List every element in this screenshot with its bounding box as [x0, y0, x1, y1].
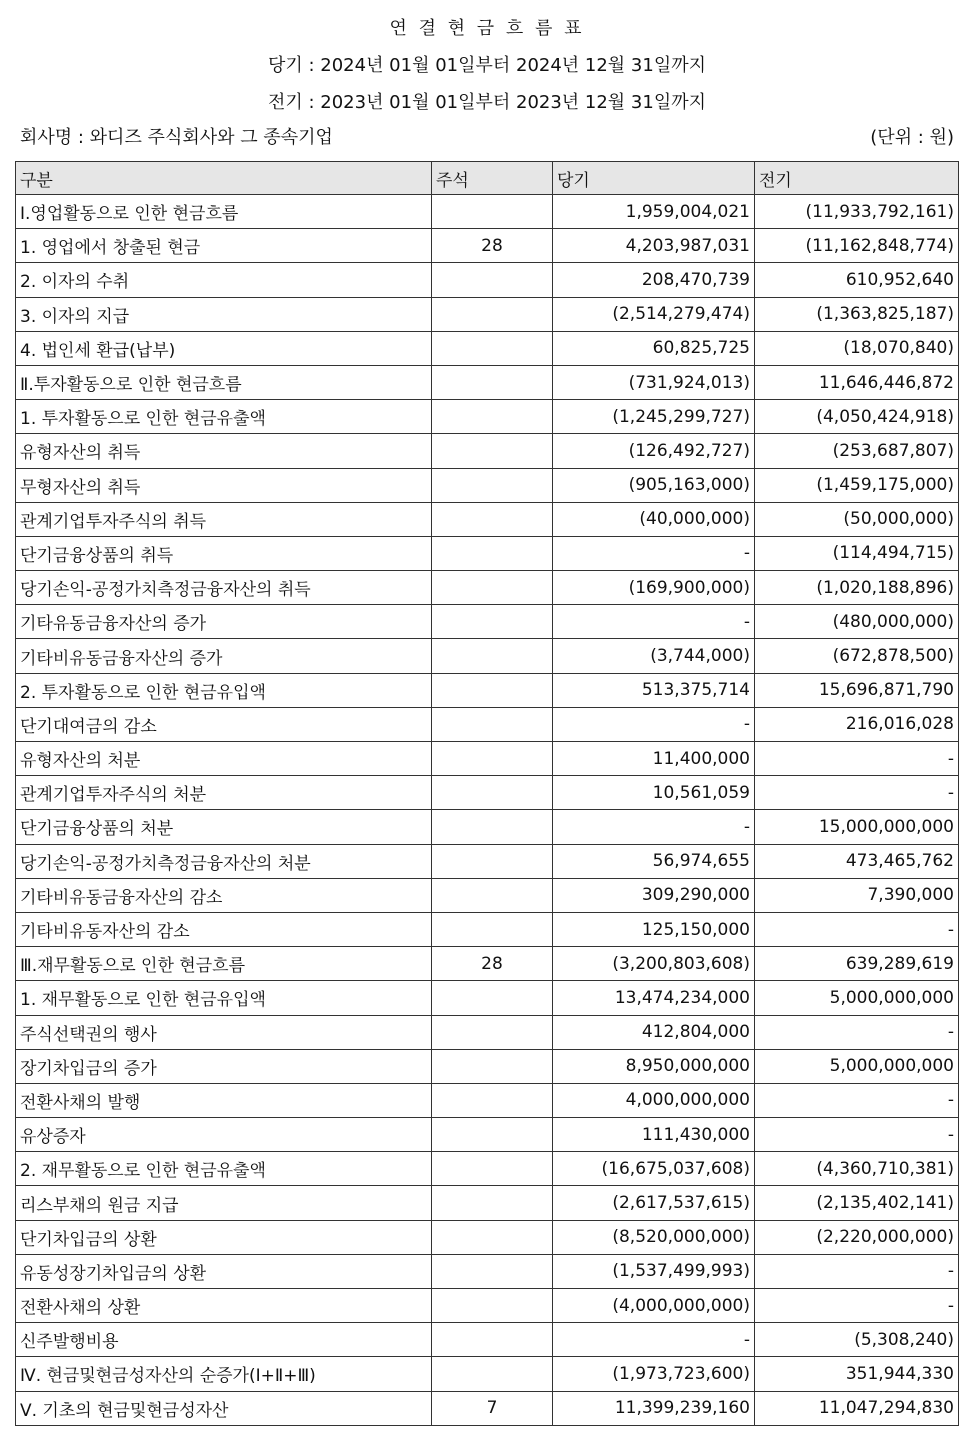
- row-prior-value: (253,687,807): [755, 434, 959, 468]
- row-note: [432, 1254, 553, 1288]
- row-prior-value: -: [755, 1254, 959, 1288]
- table-row: [16, 639, 959, 673]
- table-row: [16, 571, 959, 605]
- row-label: 1. 영업에서 창출된 현금: [16, 229, 432, 263]
- table-row: [16, 1391, 959, 1425]
- table-row: [16, 1289, 959, 1323]
- company-name: 회사명 : 와디즈 주식회사와 그 종속기업: [20, 127, 333, 148]
- row-note: [432, 571, 553, 605]
- row-label: 유형자산의 처분: [16, 742, 432, 776]
- table-row: [16, 365, 959, 399]
- cash-flow-table: [15, 161, 959, 1426]
- row-label: 당기손익-공정가치측정금융자산의 취득: [16, 571, 432, 605]
- row-label: 유동성장기차입금의 상환: [16, 1254, 432, 1288]
- row-note: [432, 742, 553, 776]
- row-current-value: 412,804,000: [553, 1015, 755, 1049]
- row-label: 관계기업투자주식의 취득: [16, 502, 432, 536]
- row-note: [432, 468, 553, 502]
- row-label: 신주발행비용: [16, 1323, 432, 1357]
- table-row: [16, 502, 959, 536]
- row-note: [432, 502, 553, 536]
- row-note: [432, 331, 553, 365]
- row-current-value: 11,400,000: [553, 742, 755, 776]
- current-period: 당기 : 2024년 01월 01일부터 2024년 12월 31일까지: [267, 55, 706, 76]
- row-note: [432, 707, 553, 741]
- row-note: [432, 400, 553, 434]
- row-prior-value: 473,465,762: [755, 844, 959, 878]
- row-current-value: 60,825,725: [553, 331, 755, 365]
- row-prior-value: -: [755, 742, 959, 776]
- row-prior-value: (18,070,840): [755, 331, 959, 365]
- table-row: [16, 1186, 959, 1220]
- table-row: [16, 263, 959, 297]
- row-current-value: (731,924,013): [553, 365, 755, 399]
- row-note: [432, 195, 553, 229]
- row-note: [432, 263, 553, 297]
- row-label: 유상증자: [16, 1118, 432, 1152]
- row-label: 기타비유동금융자산의 증가: [16, 639, 432, 673]
- row-current-value: (3,200,803,608): [553, 947, 755, 981]
- row-current-value: 4,000,000,000: [553, 1083, 755, 1117]
- row-note: [432, 776, 553, 810]
- table-row: [16, 1152, 959, 1186]
- table-row: [16, 1254, 959, 1288]
- row-prior-value: -: [755, 1118, 959, 1152]
- row-prior-value: -: [755, 1083, 959, 1117]
- row-prior-value: 15,000,000,000: [755, 810, 959, 844]
- table-row: [16, 912, 959, 946]
- row-note: [432, 912, 553, 946]
- row-prior-value: (1,459,175,000): [755, 468, 959, 502]
- row-label: 1. 투자활동으로 인한 현금유출액: [16, 400, 432, 434]
- row-label: 단기대여금의 감소: [16, 707, 432, 741]
- row-prior-value: 5,000,000,000: [755, 1049, 959, 1083]
- table-row: [16, 1015, 959, 1049]
- row-label: Ⅰ.영업활동으로 인한 현금흐름: [16, 195, 432, 229]
- table-row: [16, 1083, 959, 1117]
- row-note: [432, 434, 553, 468]
- table-row: [16, 878, 959, 912]
- row-prior-value: (4,360,710,381): [755, 1152, 959, 1186]
- row-label: 당기손익-공정가치측정금융자산의 처분: [16, 844, 432, 878]
- row-prior-value: 15,696,871,790: [755, 673, 959, 707]
- row-current-value: 13,474,234,000: [553, 981, 755, 1015]
- row-note: [432, 1289, 553, 1323]
- row-prior-value: (480,000,000): [755, 605, 959, 639]
- row-prior-value: -: [755, 776, 959, 810]
- row-current-value: (16,675,037,608): [553, 1152, 755, 1186]
- row-prior-value: (2,220,000,000): [755, 1220, 959, 1254]
- row-label: 전환사채의 발행: [16, 1083, 432, 1117]
- row-label: 전환사채의 상환: [16, 1289, 432, 1323]
- row-label: 2. 재무활동으로 인한 현금유출액: [16, 1152, 432, 1186]
- row-prior-value: (11,162,848,774): [755, 229, 959, 263]
- table-row: [16, 468, 959, 502]
- row-current-value: -: [553, 605, 755, 639]
- row-prior-value: (672,878,500): [755, 639, 959, 673]
- row-current-value: 56,974,655: [553, 844, 755, 878]
- row-note: [432, 1015, 553, 1049]
- row-note: [432, 1186, 553, 1220]
- table-row: [16, 1357, 959, 1391]
- table-row: [16, 673, 959, 707]
- row-note: [432, 536, 553, 570]
- row-label: Ⅳ. 현금및현금성자산의 순증가(Ⅰ+Ⅱ+Ⅲ): [16, 1357, 432, 1391]
- row-prior-value: 610,952,640: [755, 263, 959, 297]
- row-note: [432, 1323, 553, 1357]
- row-current-value: -: [553, 810, 755, 844]
- table-row: [16, 297, 959, 331]
- table-row: [16, 331, 959, 365]
- table-row: [16, 605, 959, 639]
- row-current-value: (4,000,000,000): [553, 1289, 755, 1323]
- row-current-value: 10,561,059: [553, 776, 755, 810]
- row-note: [432, 810, 553, 844]
- row-note: [432, 365, 553, 399]
- row-current-value: 1,959,004,021: [553, 195, 755, 229]
- row-current-value: (905,163,000): [553, 468, 755, 502]
- table-row: [16, 707, 959, 741]
- table-row: [16, 1118, 959, 1152]
- row-prior-value: 639,289,619: [755, 947, 959, 981]
- row-note: 28: [432, 947, 553, 981]
- row-current-value: -: [553, 536, 755, 570]
- row-prior-value: 216,016,028: [755, 707, 959, 741]
- table-row: [16, 195, 959, 229]
- table-row: [16, 1049, 959, 1083]
- row-current-value: (169,900,000): [553, 571, 755, 605]
- row-label: 리스부채의 원금 지급: [16, 1186, 432, 1220]
- row-prior-value: -: [755, 1015, 959, 1049]
- row-prior-value: (114,494,715): [755, 536, 959, 570]
- row-label: 단기금융상품의 취득: [16, 536, 432, 570]
- row-current-value: (126,492,727): [553, 434, 755, 468]
- row-current-value: -: [553, 1323, 755, 1357]
- table-row: [16, 810, 959, 844]
- row-label: 장기차입금의 증가: [16, 1049, 432, 1083]
- table-row: [16, 229, 959, 263]
- row-current-value: 111,430,000: [553, 1118, 755, 1152]
- table-row: [16, 434, 959, 468]
- row-current-value: 309,290,000: [553, 878, 755, 912]
- row-note: [432, 297, 553, 331]
- row-prior-value: (1,020,188,896): [755, 571, 959, 605]
- row-current-value: 4,203,987,031: [553, 229, 755, 263]
- row-current-value: (1,973,723,600): [553, 1357, 755, 1391]
- row-current-value: 11,399,239,160: [553, 1391, 755, 1425]
- row-note: [432, 1357, 553, 1391]
- row-current-value: (2,617,537,615): [553, 1186, 755, 1220]
- row-note: [432, 844, 553, 878]
- row-note: [432, 639, 553, 673]
- row-prior-value: (11,933,792,161): [755, 195, 959, 229]
- row-current-value: 513,375,714: [553, 673, 755, 707]
- column-header-note: 주석: [432, 162, 553, 195]
- row-label: 3. 이자의 지급: [16, 297, 432, 331]
- row-current-value: (2,514,279,474): [553, 297, 755, 331]
- row-label: 단기금융상품의 처분: [16, 810, 432, 844]
- statement-title: 연 결 현 금 흐 름 표: [389, 18, 585, 39]
- table-row: [16, 536, 959, 570]
- row-note: [432, 673, 553, 707]
- row-label: Ⅴ. 기초의 현금및현금성자산: [16, 1391, 432, 1425]
- row-current-value: 8,950,000,000: [553, 1049, 755, 1083]
- row-prior-value: (4,050,424,918): [755, 400, 959, 434]
- table-header-row: [16, 162, 959, 195]
- row-prior-value: -: [755, 1289, 959, 1323]
- table-body: [16, 195, 959, 1426]
- row-label: 4. 법인세 환급(납부): [16, 331, 432, 365]
- row-label: 관계기업투자주식의 처분: [16, 776, 432, 810]
- row-note: [432, 605, 553, 639]
- table-row: [16, 947, 959, 981]
- table-row: [16, 1220, 959, 1254]
- row-note: 28: [432, 229, 553, 263]
- row-prior-value: (5,308,240): [755, 1323, 959, 1357]
- table-row: [16, 776, 959, 810]
- unit-label: (단위 : 원): [870, 127, 954, 148]
- row-label: 무형자산의 취득: [16, 468, 432, 502]
- table-row: [16, 1323, 959, 1357]
- prior-period: 전기 : 2023년 01월 01일부터 2023년 12월 31일까지: [267, 92, 706, 113]
- row-prior-value: (1,363,825,187): [755, 297, 959, 331]
- row-label: Ⅱ.투자활동으로 인한 현금흐름: [16, 365, 432, 399]
- column-header-prior: 전기: [755, 162, 959, 195]
- row-label: 1. 재무활동으로 인한 현금유입액: [16, 981, 432, 1015]
- column-header-current: 당기: [553, 162, 755, 195]
- row-label: 기타비유동자산의 감소: [16, 912, 432, 946]
- row-current-value: -: [553, 707, 755, 741]
- row-current-value: 208,470,739: [553, 263, 755, 297]
- row-prior-value: (2,135,402,141): [755, 1186, 959, 1220]
- row-current-value: (8,520,000,000): [553, 1220, 755, 1254]
- row-note: [432, 1049, 553, 1083]
- row-prior-value: 7,390,000: [755, 878, 959, 912]
- column-header-category: 구분: [16, 162, 432, 195]
- table-row: [16, 400, 959, 434]
- row-label: 단기차입금의 상환: [16, 1220, 432, 1254]
- row-label: Ⅲ.재무활동으로 인한 현금흐름: [16, 947, 432, 981]
- row-current-value: 125,150,000: [553, 912, 755, 946]
- row-prior-value: 5,000,000,000: [755, 981, 959, 1015]
- table-row: [16, 742, 959, 776]
- row-note: [432, 1220, 553, 1254]
- row-current-value: (1,537,499,993): [553, 1254, 755, 1288]
- row-label: 기타유동금융자산의 증가: [16, 605, 432, 639]
- row-prior-value: (50,000,000): [755, 502, 959, 536]
- row-note: 7: [432, 1391, 553, 1425]
- row-prior-value: -: [755, 912, 959, 946]
- row-note: [432, 1083, 553, 1117]
- row-current-value: (1,245,299,727): [553, 400, 755, 434]
- table-row: [16, 844, 959, 878]
- row-note: [432, 878, 553, 912]
- row-prior-value: 11,047,294,830: [755, 1391, 959, 1425]
- row-label: 2. 투자활동으로 인한 현금유입액: [16, 673, 432, 707]
- row-prior-value: 351,944,330: [755, 1357, 959, 1391]
- row-label: 주식선택권의 행사: [16, 1015, 432, 1049]
- row-prior-value: 11,646,446,872: [755, 365, 959, 399]
- row-current-value: (3,744,000): [553, 639, 755, 673]
- row-note: [432, 981, 553, 1015]
- row-current-value: (40,000,000): [553, 502, 755, 536]
- table-row: [16, 981, 959, 1015]
- row-note: [432, 1118, 553, 1152]
- row-note: [432, 1152, 553, 1186]
- row-label: 유형자산의 취득: [16, 434, 432, 468]
- row-label: 2. 이자의 수취: [16, 263, 432, 297]
- row-label: 기타비유동금융자산의 감소: [16, 878, 432, 912]
